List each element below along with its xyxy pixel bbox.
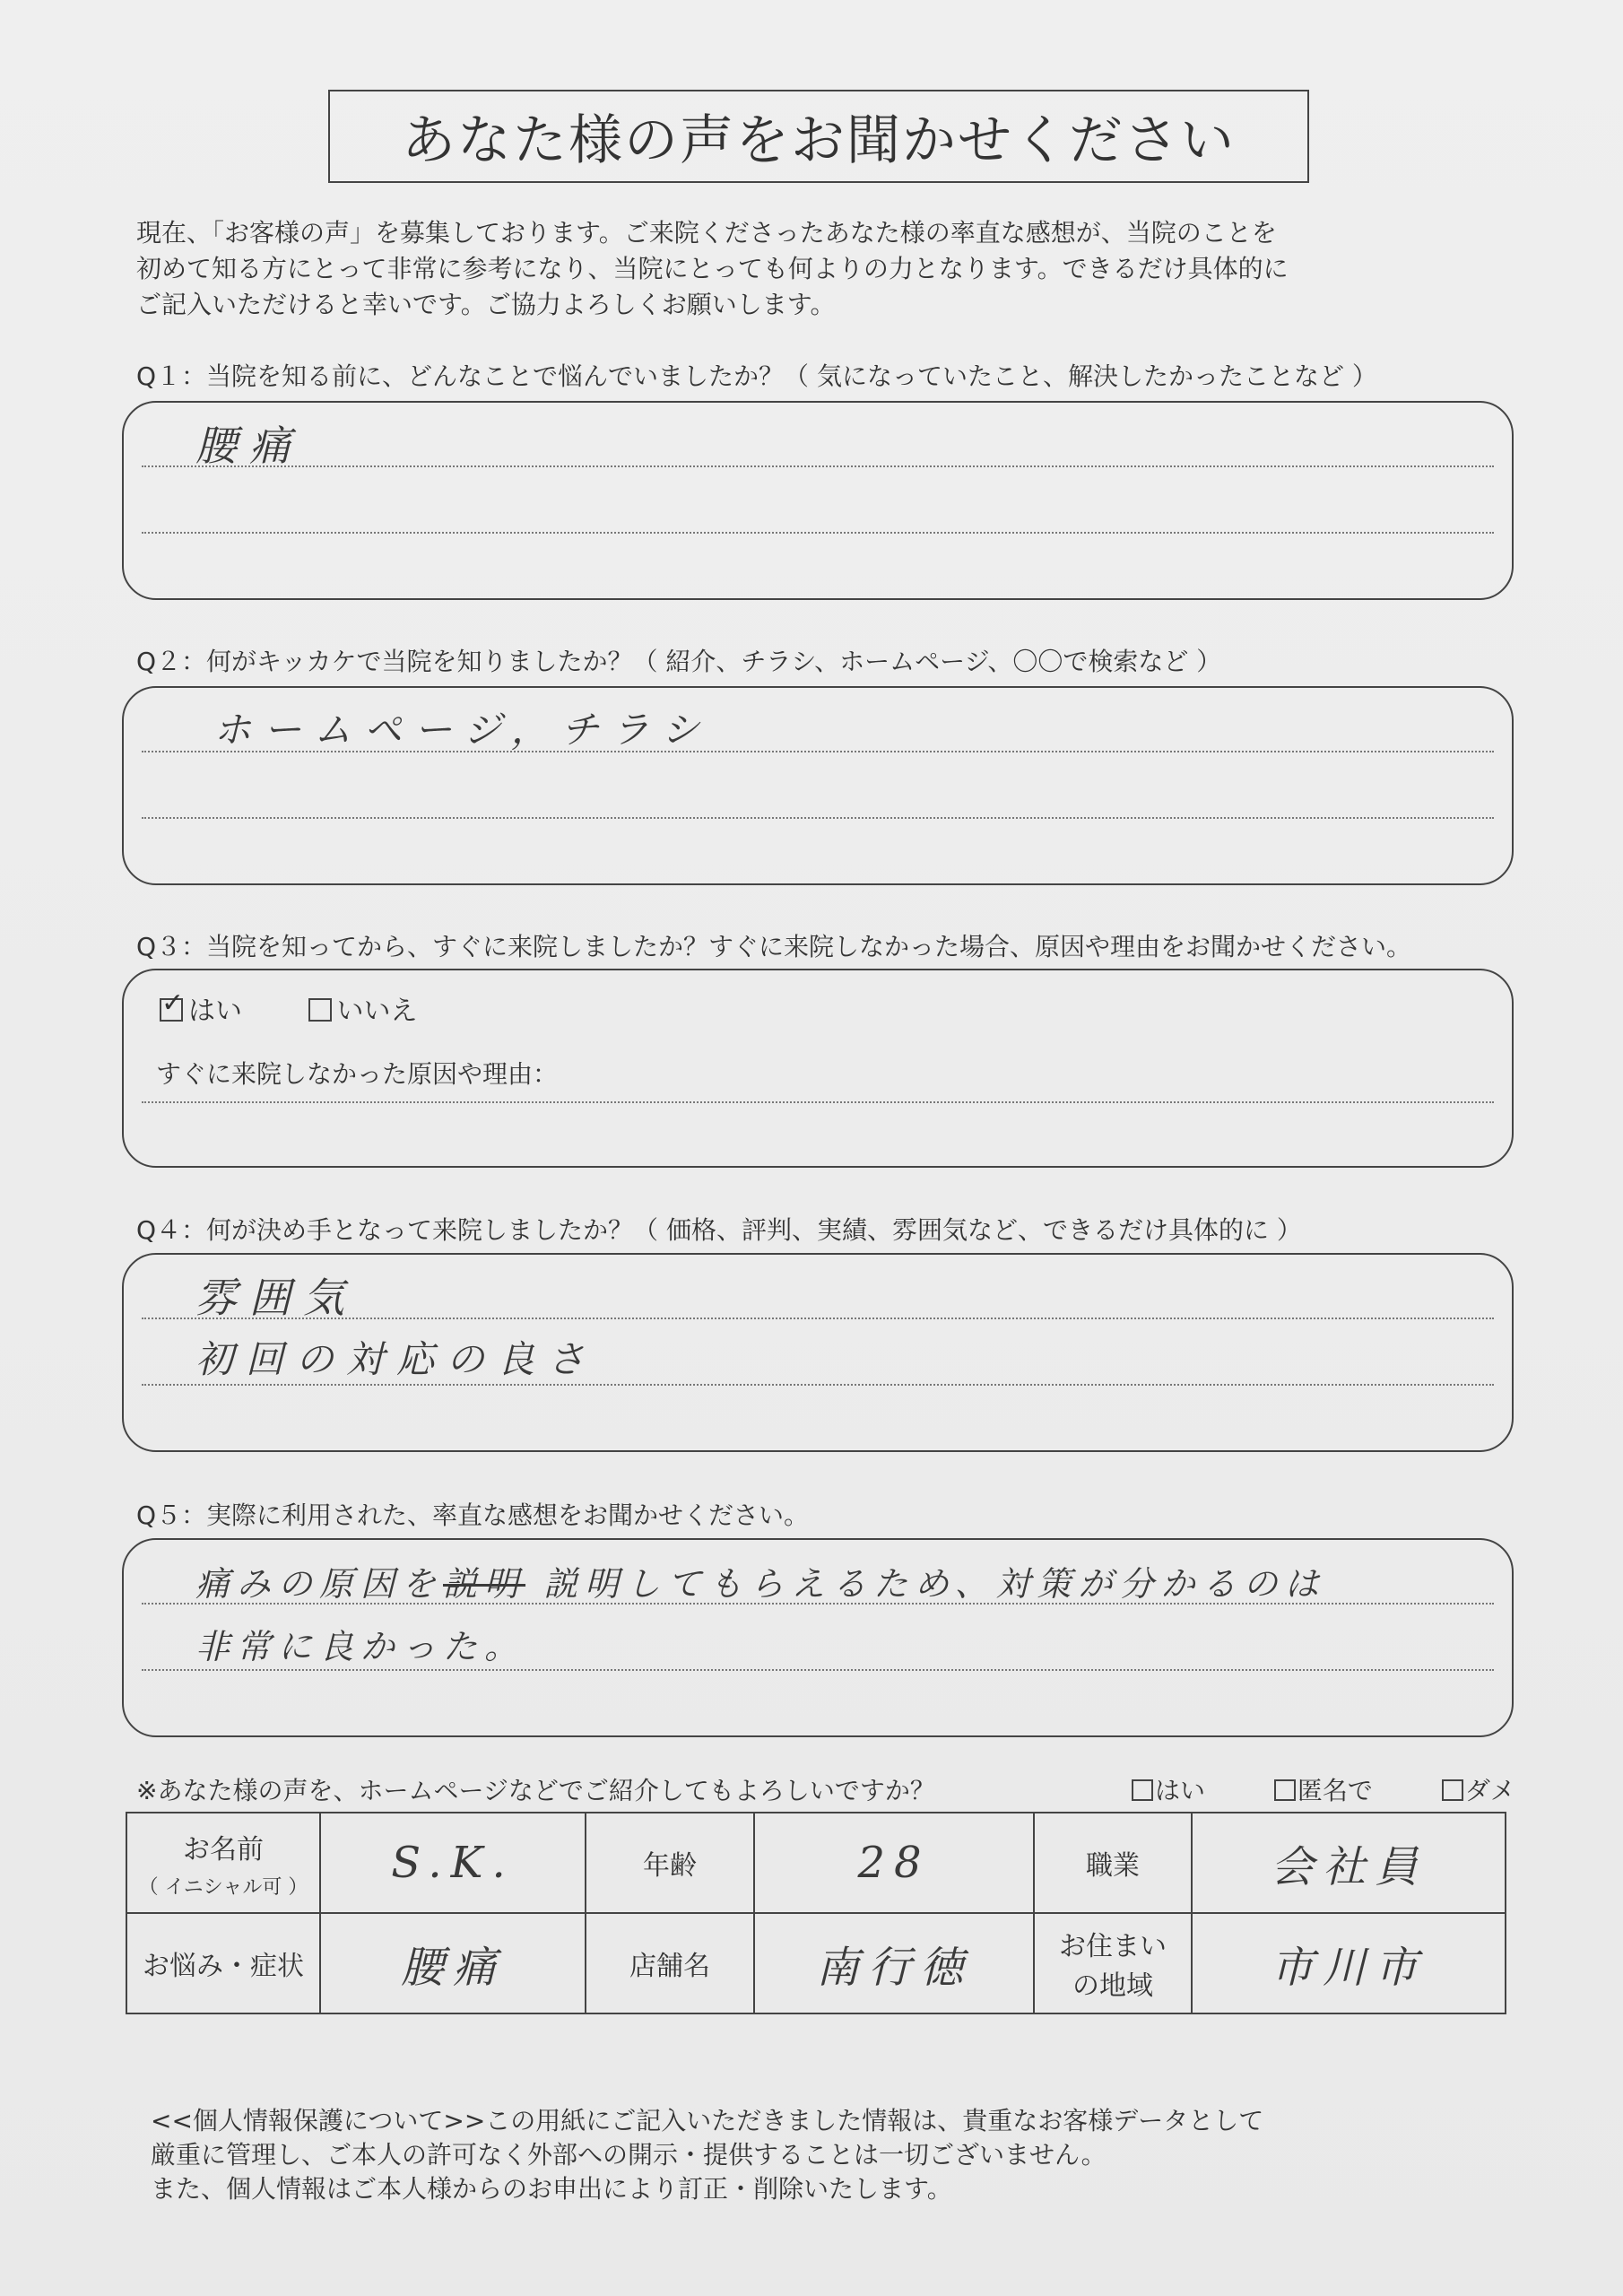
area-value[interactable]: 市川市 xyxy=(1192,1913,1506,2013)
intro-line: 現在、「お客様の声」を募集しております。ご来院くださったあなた様の率直な感想が、当院のことを xyxy=(136,218,1277,248)
intro-line: 初めて知る方にとって非常に参考になり、当院にとっても何よりの力となります。できるだけ具体的に xyxy=(136,254,1289,283)
intro-line: ご記入いただけると幸いです。ご協力よろしくお願いします。 xyxy=(136,290,836,319)
answer-rule xyxy=(142,1669,1494,1671)
checkbox-empty-icon[interactable] xyxy=(1132,1779,1153,1801)
age-label: 年齢 xyxy=(586,1813,754,1913)
q5-line1-start: 痛みの原因を xyxy=(195,1564,444,1604)
checkbox-empty-icon[interactable] xyxy=(1274,1779,1296,1801)
q4-answer-box[interactable] xyxy=(122,1253,1514,1452)
store-value[interactable]: 南行徳 xyxy=(754,1913,1034,2013)
job-value[interactable]: 会社員 xyxy=(1192,1813,1506,1913)
q3-option-no[interactable] xyxy=(308,996,418,1027)
consent-option-anonymous[interactable] xyxy=(1274,1776,1403,1805)
consent-question: ※あなた様の声を、ホームページなどでご紹介してもよろしいですか？ xyxy=(136,1776,935,1805)
q5-label: Q５：実際に利用された、率直な感想をお聞かせください。 xyxy=(136,1500,810,1530)
job-label: 職業 xyxy=(1034,1813,1192,1913)
q4-label: Q４：何が決め手となって来院しましたか？（ 価格、評判、実績、雰囲気など、できるだけ具体的に ） xyxy=(136,1215,1302,1245)
symptom-label: お悩み・症状 xyxy=(126,1913,320,2013)
q1-answer-box[interactable] xyxy=(122,401,1514,600)
consent-option-label: ダメ xyxy=(1464,1776,1515,1805)
q3-answer-box xyxy=(122,969,1514,1168)
name-value[interactable]: S.K. xyxy=(320,1813,586,1913)
q3-option-yes[interactable] xyxy=(160,996,242,1027)
consent-option-label: はい xyxy=(1155,1776,1206,1805)
q4-handwritten-answer-line1: 雰囲気 xyxy=(195,1274,357,1322)
answer-rule xyxy=(142,465,1494,467)
area-label-line2: の地域 xyxy=(1072,1970,1153,2002)
area-label-line1: お住まい xyxy=(1059,1931,1167,1962)
area-label-cell xyxy=(1034,1913,1192,2013)
checkbox-checked-icon[interactable] xyxy=(160,998,183,1022)
answer-rule xyxy=(142,1384,1494,1386)
table-row xyxy=(126,1913,1506,2013)
checkbox-empty-icon[interactable] xyxy=(1442,1779,1463,1801)
q3-option-no-label: いいえ xyxy=(336,996,418,1027)
q3-label: Q３：当院を知ってから、すぐに来院しましたか？すぐに来院しなかった場合、原因や理由をお聞かせください。 xyxy=(136,932,1412,961)
store-label: 店舗名 xyxy=(586,1913,754,2013)
privacy-notice xyxy=(151,2104,1549,2206)
q1-handwritten-answer: 腰痛 xyxy=(195,422,303,470)
q3-options xyxy=(160,988,418,1028)
q5-handwritten-answer-line2: 非常に良かった。 xyxy=(195,1627,526,1666)
q2-answer-box[interactable] xyxy=(122,686,1514,885)
page-title: あなた様の声をお聞かせください xyxy=(328,90,1309,183)
name-label: お名前 xyxy=(183,1833,264,1866)
name-sublabel: （ イニシャル可 ） xyxy=(138,1875,308,1899)
symptom-value[interactable]: 腰痛 xyxy=(320,1913,586,2013)
q2-handwritten-answer: ホームページ，チラシ xyxy=(213,708,712,752)
q3-reason-label: すぐに来院しなかった原因や理由： xyxy=(156,1059,559,1089)
q5-line1-end: 説明してもらえるため、対策が分かるのは xyxy=(543,1564,1326,1604)
q4-handwritten-answer-line2: 初回の対応の良さ xyxy=(195,1337,598,1381)
privacy-line: <<個人情報保護について>>この用紙にご記入いただきました情報は、貴重なお客様データとして xyxy=(151,2106,1264,2135)
answer-rule xyxy=(142,1101,1494,1103)
q3-option-yes-label: はい xyxy=(188,996,242,1027)
answer-rule xyxy=(142,532,1494,534)
consent-option-yes[interactable] xyxy=(1132,1776,1236,1805)
customer-info-table xyxy=(126,1812,1506,2014)
q1-label: Q１：当院を知る前に、どんなことで悩んでいましたか？（ 気になっていたこと、解決したかったことなど ） xyxy=(136,361,1377,391)
consent-options xyxy=(1132,1771,1576,1807)
q2-label: Q２：何がキッカケで当院を知りましたか？（ 紹介、チラシ、ホームページ、〇〇で検索など ） xyxy=(136,647,1222,676)
intro-text xyxy=(136,215,1517,323)
q5-answer-box[interactable] xyxy=(122,1538,1514,1737)
privacy-line: 厳重に管理し、ご本人の許可なく外部への開示・提供することは一切ございません。 xyxy=(151,2140,1107,2170)
consent-option-label: 匿名で xyxy=(1297,1776,1373,1805)
table-row xyxy=(126,1813,1506,1913)
name-label-cell xyxy=(126,1813,320,1913)
q5-handwritten-answer-line1 xyxy=(195,1556,1326,1605)
age-value[interactable]: 28 xyxy=(754,1813,1034,1913)
answer-rule xyxy=(142,817,1494,819)
q5-struck-text: 説明 xyxy=(443,1564,526,1604)
consent-option-no[interactable] xyxy=(1442,1776,1546,1805)
checkbox-empty-icon[interactable] xyxy=(308,998,332,1022)
privacy-line: また、個人情報はご本人様からのお申出により訂正・削除いたします。 xyxy=(151,2174,952,2204)
